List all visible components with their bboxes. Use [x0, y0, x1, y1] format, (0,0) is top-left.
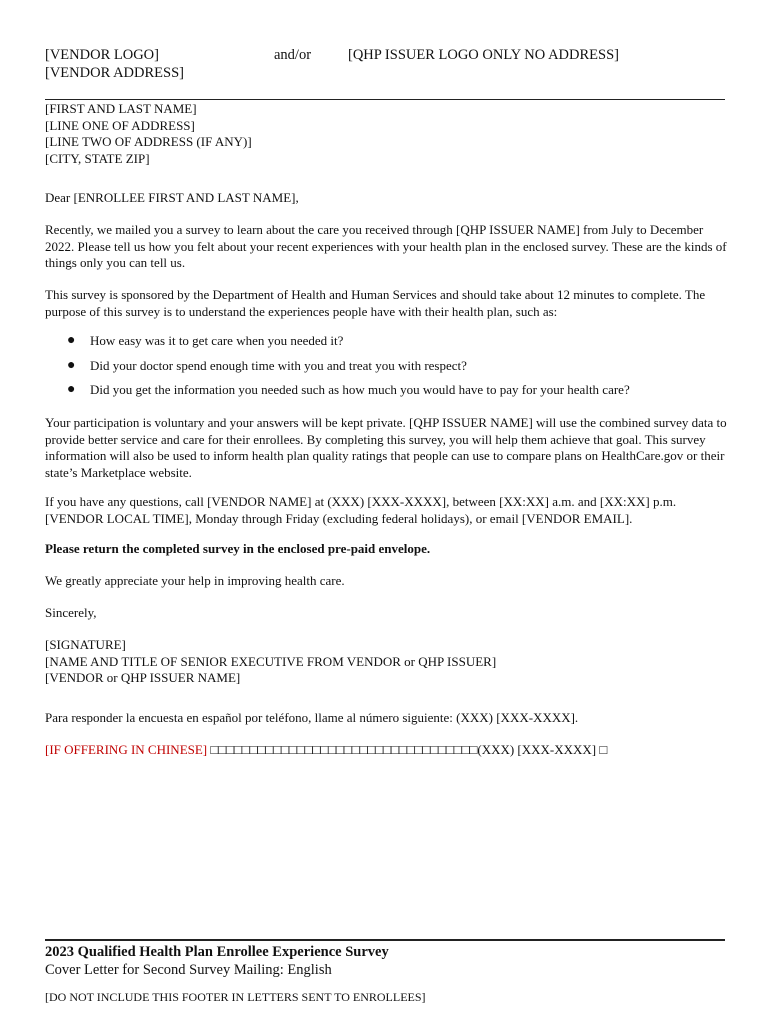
list-item: [45, 382, 725, 407]
list-item-text: Did you get the information you needed such as how much you would have to pay for your health care?: [90, 382, 630, 397]
closing-line: Sincerely,: [45, 605, 97, 620]
list-item: [45, 358, 725, 383]
recipient-name: [FIRST AND LAST NAME]: [45, 101, 197, 116]
salutation: Dear [ENROLLEE FIRST AND LAST NAME],: [45, 190, 299, 205]
paragraph-survey-purpose: This survey is sponsored by the Department of Health and Human Services and should take about 12 minutes to complete. The purpose of this survey is to understand the experiences people have with their health plan, such as:: [45, 287, 706, 319]
qhp-logo-placeholder: [QHP ISSUER LOGO ONLY NO ADDRESS]: [348, 47, 619, 63]
vendor-logo-placeholder: [45, 47, 184, 82]
bullet-icon: ●: [67, 357, 76, 373]
signer-name-title: [NAME AND TITLE OF SENIOR EXECUTIVE FROM VENDOR or QHP ISSUER]: [45, 653, 497, 669]
appreciation-line: We greatly appreciate your help in improving health care.: [45, 573, 345, 588]
vendor-address-text: [VENDOR ADDRESS]: [45, 64, 184, 81]
signature-block: [45, 637, 727, 687]
bullet-icon: ●: [67, 333, 76, 348]
recipient-line-two: [LINE TWO OF ADDRESS (IF ANY)]: [45, 134, 252, 149]
paragraph-survey-intro: Recently, we mailed you a survey to learn about the care you received through [QHP ISSUER NAME] from July to December 2022. Please tell us how you felt about your recent experiences with your health plan in the enclosed survey. These are the kinds of things only you can tell us.: [45, 222, 727, 270]
chinese-phone-line: [45, 742, 727, 759]
survey-topic-list: [45, 333, 725, 407]
signer-organization: [VENDOR or QHP ISSUER NAME]: [45, 670, 241, 685]
and-or-text: and/or: [274, 47, 312, 63]
recipient-city-state-zip: [CITY, STATE ZIP]: [45, 150, 150, 166]
return-instruction: Please return the completed survey in the enclosed pre-paid envelope.: [45, 541, 431, 556]
footer-subtitle: Cover Letter for Second Survey Mailing: English: [45, 962, 332, 978]
list-item-text: Did your doctor spend enough time with you and treat you with respect?: [90, 357, 467, 373]
chinese-phone-text: □□□□□□□□□□□□□□□□□□□□□□□□□□□□□□□□□□(XXX) [XXX-XXXX] □: [210, 742, 608, 757]
bullet-icon: ●: [67, 382, 76, 397]
footer-divider: [45, 939, 725, 941]
chinese-offering-label: [IF OFFERING IN CHINESE]: [45, 742, 208, 757]
footer-title: 2023 Qualified Health Plan Enrollee Experience Survey: [45, 944, 389, 960]
vendor-logo-text: [VENDOR LOGO]: [45, 47, 159, 63]
footer-note: [DO NOT INCLUDE THIS FOOTER IN LETTERS SENT TO ENROLLEES]: [45, 990, 426, 1004]
spanish-phone-line: Para responder la encuesta en español por teléfono, llame al número siguiente: (XXX) [XXX-XXXX].: [45, 710, 579, 725]
signature-placeholder: [SIGNATURE]: [45, 637, 126, 652]
paragraph-participation: Your participation is voluntary and your answers will be kept private. [QHP ISSUER NAME] will use the combined survey data to provide better service and care for their enrollees. By completing this survey, you will help them achieve that goal. This survey information will also be used to inform health plan quality ratings that people can use to compare plans on HealthCare.gov or their state’s Marketplace website.: [45, 415, 727, 480]
header-divider: [45, 99, 725, 100]
list-item: [45, 333, 725, 358]
recipient-line-one: [LINE ONE OF ADDRESS]: [45, 117, 195, 133]
recipient-address: [45, 101, 727, 167]
list-item-text: How easy was it to get care when you needed it?: [90, 333, 344, 348]
paragraph-contact-info: If you have any questions, call [VENDOR NAME] at (XXX) [XXX-XXXX], between [XX:XX] a.m. and [XX:XX] p.m. [VENDOR LOCAL TIME], Monday through Friday (excluding federal holidays), or email [VENDOR EMAIL].: [45, 494, 677, 526]
